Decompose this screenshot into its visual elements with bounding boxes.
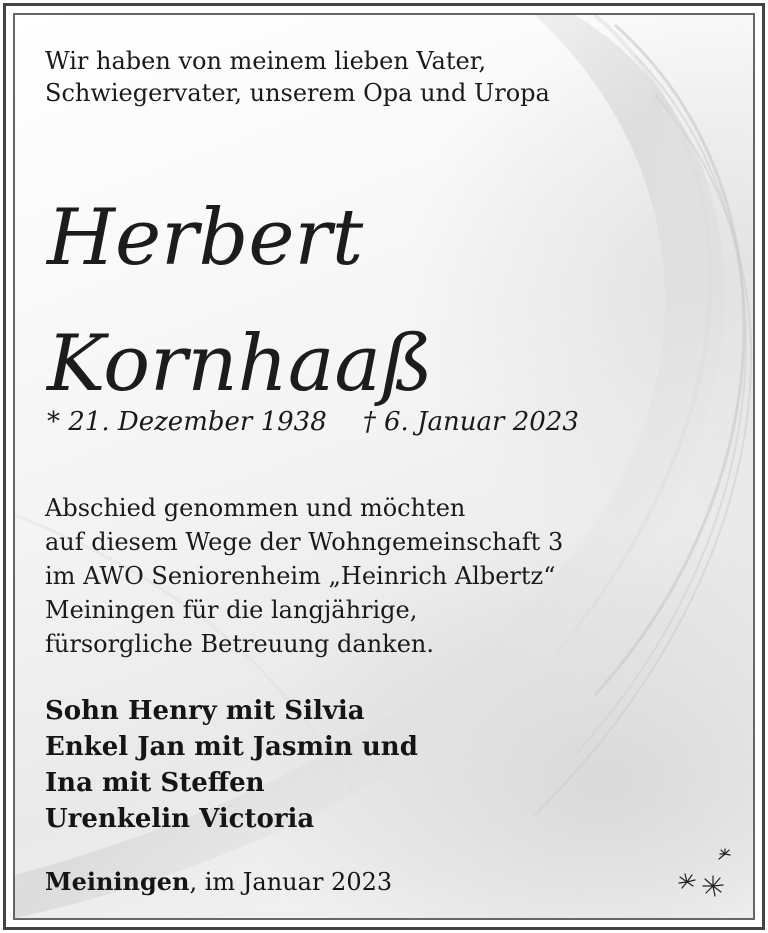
intro-line: Schwiegervater, unserem Opa und Uropa [45, 79, 550, 107]
family-line: Urenkelin Victoria [45, 804, 315, 834]
obituary-inner-frame [13, 13, 755, 920]
death-date: † 6. Januar 2023 [362, 407, 579, 437]
last-name: Kornhaaß [47, 319, 434, 409]
thanks-line: im AWO Seniorenheim „Heinrich Albertz“ [45, 562, 556, 590]
closing-date: , im Januar 2023 [189, 868, 393, 896]
family-line: Ina mit Steffen [45, 768, 265, 798]
family-signatures [45, 693, 418, 837]
intro-text [45, 45, 550, 109]
intro-line: Wir haben von meinem lieben Vater, [45, 47, 487, 75]
thanks-line: Meiningen für die langjährige, [45, 596, 418, 624]
thanks-text [45, 491, 563, 661]
thanks-line: auf diesem Wege der Wohngemeinschaft 3 [45, 528, 564, 556]
life-dates [47, 407, 579, 437]
first-name: Herbert [47, 193, 364, 283]
obituary-card [3, 3, 765, 930]
place-and-date [45, 867, 392, 896]
thanks-line: fürsorgliche Betreuung danken. [45, 630, 434, 658]
closing-city: Meiningen [45, 867, 190, 896]
dandelion-seeds-icon [669, 844, 739, 904]
thanks-line: Abschied genommen und möchten [45, 494, 466, 522]
family-line: Sohn Henry mit Silvia [45, 696, 365, 726]
birth-date: * 21. Dezember 1938 [47, 407, 327, 437]
family-line: Enkel Jan mit Jasmin und [45, 732, 418, 762]
deceased-name [47, 175, 433, 427]
